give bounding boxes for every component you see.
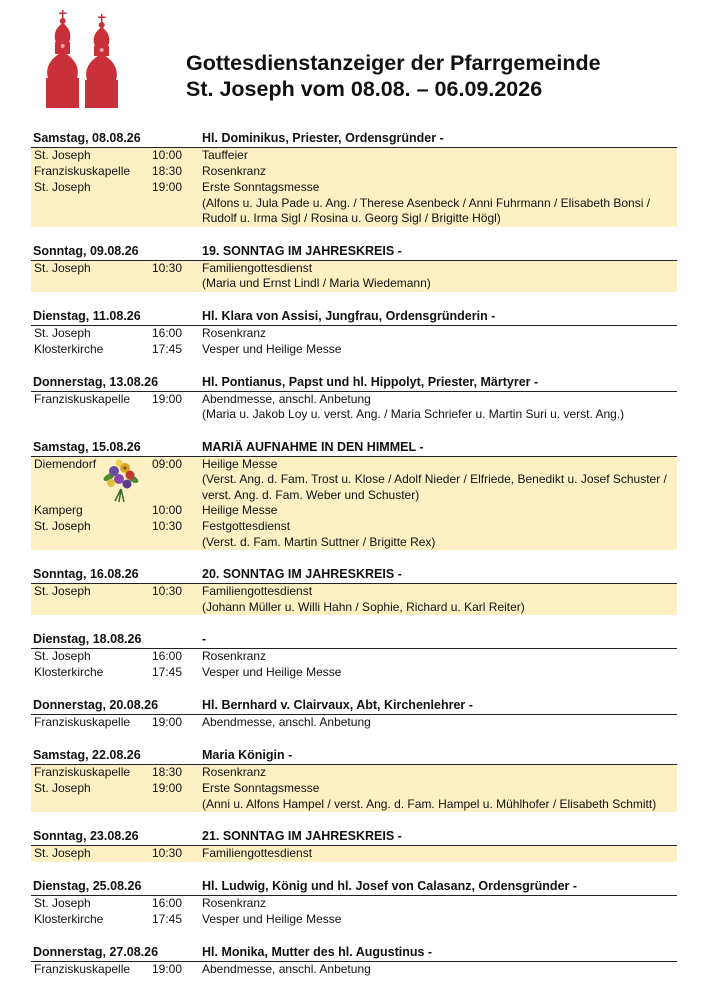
service-time: 10:00 — [152, 503, 183, 517]
day-feast: 20. SONNTAG IM JAHRESKREIS - — [202, 567, 402, 581]
service-time: 17:45 — [152, 665, 183, 679]
service-description — [202, 457, 677, 504]
day-block — [31, 944, 677, 978]
service-title: Rosenkranz — [202, 765, 267, 779]
day-header — [31, 439, 677, 457]
service-row — [31, 342, 677, 358]
service-time: 16:00 — [152, 325, 183, 340]
day-date: Samstag, 22.08.26 — [33, 748, 141, 762]
service-intentions: (Maria und Ernst Lindl / Maria Wiedemann) — [202, 276, 431, 290]
service-time: 19:00 — [152, 715, 183, 729]
day-block — [31, 243, 677, 292]
service-title: Vesper und Heilige Messe — [202, 341, 342, 356]
page-title — [186, 50, 601, 102]
service-intentions: (Maria u. Jakob Loy u. verst. Ang. / Maria Schriefer u. Martin Suri u. verst. Ang.) — [202, 407, 625, 421]
day-feast: 21. SONNTAG IM JAHRESKREIS - — [202, 829, 402, 843]
service-row — [31, 519, 677, 550]
service-time: 18:30 — [152, 765, 183, 779]
service-time: 16:00 — [152, 896, 183, 910]
service-time: 19:00 — [152, 391, 183, 406]
service-title: Vesper und Heilige Messe — [202, 665, 342, 679]
schedule-list — [31, 130, 677, 994]
service-title: Erste Sonntagsmesse — [202, 180, 320, 194]
service-intentions: (Johann Müller u. Willi Hahn / Sophie, Richard u. Karl Reiter) — [202, 599, 525, 614]
day-feast: - — [202, 632, 207, 646]
service-intentions: (Anni u. Alfons Hampel / verst. Ang. d. Fam. Hampel u. Mühlhofer / Elisabeth Schmitt) — [202, 796, 657, 811]
day-feast: 19. SONNTAG IM JAHRESKREIS - — [202, 243, 402, 258]
service-description — [202, 503, 677, 519]
service-row — [31, 148, 677, 164]
service-description — [202, 148, 677, 164]
service-description — [202, 180, 677, 227]
service-intentions: (Verst. Ang. d. Fam. Trost u. Klose / Adolf Nieder / Elfriede, Benedikt u. Josef Schuster / — [202, 472, 667, 486]
service-row — [31, 164, 677, 180]
day-block — [31, 631, 677, 681]
service-intentions: Rudolf u. Irma Sigl / Rosina u. Georg Sigl / Brigitte Högl) — [202, 211, 501, 225]
day-date: Samstag, 15.08.26 — [33, 439, 141, 454]
day-date: Sonntag, 16.08.26 — [33, 567, 139, 581]
service-row — [31, 503, 677, 519]
service-intentions: verst. Ang. d. Fam. Weber und Schuster) — [202, 487, 420, 502]
title-line-1: Gottesdienstanzeiger der Pfarrgemeinde — [186, 51, 601, 75]
day-date: Dienstag, 18.08.26 — [33, 632, 142, 646]
service-description — [202, 962, 677, 978]
day-header — [31, 697, 677, 715]
service-row — [31, 715, 677, 731]
day-header — [31, 747, 677, 765]
day-header — [31, 828, 677, 846]
service-description — [202, 261, 677, 292]
service-place: Klosterkirche — [34, 341, 104, 356]
service-place: Klosterkirche — [34, 665, 104, 679]
service-description — [202, 164, 677, 180]
service-time: 18:30 — [152, 164, 183, 178]
service-title: Erste Sonntagsmesse — [202, 781, 320, 795]
service-row — [31, 962, 677, 978]
day-date: Dienstag, 25.08.26 — [33, 879, 142, 893]
service-place: Franziskuskapelle — [34, 391, 131, 406]
service-place: St. Joseph — [34, 584, 91, 598]
day-date: Donnerstag, 27.08.26 — [33, 945, 159, 959]
service-intentions: (Verst. d. Fam. Martin Suttner / Brigitte Rex) — [202, 534, 436, 549]
day-date: Sonntag, 09.08.26 — [33, 243, 139, 258]
service-description — [202, 649, 677, 665]
service-description — [202, 392, 677, 423]
service-row — [31, 846, 677, 862]
service-title: Rosenkranz — [202, 896, 267, 910]
service-row — [31, 326, 677, 342]
service-description — [202, 912, 677, 928]
service-description — [202, 896, 677, 912]
service-title: Abendmesse, anschl. Anbetung — [202, 962, 371, 976]
title-line-2: St. Joseph vom 08.08. – 06.09.2026 — [186, 77, 543, 101]
service-place: Diemendorf — [34, 456, 97, 471]
service-row — [31, 896, 677, 912]
service-description — [202, 519, 677, 550]
church-towers-logo — [40, 8, 130, 112]
day-date: Samstag, 08.08.26 — [33, 131, 141, 145]
service-title: Rosenkranz — [202, 164, 267, 178]
service-row — [31, 392, 677, 423]
day-header — [31, 374, 677, 392]
service-time: 10:30 — [152, 584, 183, 598]
service-place: St. Joseph — [34, 519, 91, 533]
day-block — [31, 828, 677, 862]
service-place: St. Joseph — [34, 148, 91, 162]
service-place: St. Joseph — [34, 781, 91, 795]
service-title: Tauffeier — [202, 148, 248, 162]
day-block — [31, 439, 677, 551]
service-row — [31, 457, 677, 504]
service-title: Familiengottesdienst — [202, 584, 313, 598]
service-time: 17:45 — [152, 912, 183, 926]
day-block — [31, 374, 677, 423]
day-feast: Maria Königin - — [202, 748, 293, 762]
day-header — [31, 566, 677, 584]
day-header — [31, 878, 677, 896]
service-time: 17:45 — [152, 341, 183, 356]
day-date: Donnerstag, 13.08.26 — [33, 374, 159, 389]
service-intentions: (Alfons u. Jula Pade u. Ang. / Therese Asenbeck / Anni Fuhrmann / Elisabeth Bonsi / — [202, 195, 651, 210]
day-feast: Hl. Klara von Assisi, Jungfrau, Ordensgründerin - — [202, 308, 496, 323]
service-row — [31, 649, 677, 665]
service-title: Abendmesse, anschl. Anbetung — [202, 715, 371, 729]
day-block — [31, 747, 677, 812]
service-place: St. Joseph — [34, 896, 91, 910]
day-date: Donnerstag, 20.08.26 — [33, 698, 159, 712]
service-place: Franziskuskapelle — [34, 765, 131, 779]
service-place: St. Joseph — [34, 260, 91, 275]
service-description — [202, 846, 677, 862]
day-header — [31, 308, 677, 326]
service-description — [202, 765, 677, 781]
service-row — [31, 180, 677, 227]
day-block — [31, 130, 677, 227]
service-time: 10:30 — [152, 846, 183, 860]
service-description — [202, 781, 677, 812]
day-feast: Hl. Monika, Mutter des hl. Augustinus - — [202, 945, 433, 959]
service-title: Festgottesdienst — [202, 519, 291, 533]
flower-bouquet-icon — [101, 459, 141, 503]
service-description — [202, 326, 677, 342]
service-description — [202, 665, 677, 681]
day-feast: Hl. Pontianus, Papst und hl. Hippolyt, Priester, Märtyrer - — [202, 374, 539, 389]
day-feast: Hl. Ludwig, König und hl. Josef von Calasanz, Ordensgründer - — [202, 879, 578, 893]
service-time: 16:00 — [152, 649, 183, 663]
service-description — [202, 342, 677, 358]
service-title: Heilige Messe — [202, 503, 278, 517]
service-time: 10:00 — [152, 148, 183, 162]
day-block — [31, 697, 677, 731]
service-description — [202, 584, 677, 615]
service-time: 10:30 — [152, 260, 183, 275]
service-time: 19:00 — [152, 962, 183, 976]
service-place: Franziskuskapelle — [34, 962, 131, 976]
service-place: St. Joseph — [34, 846, 91, 860]
service-title: Rosenkranz — [202, 649, 267, 663]
service-title: Familiengottesdienst — [202, 846, 313, 860]
service-time: 10:30 — [152, 519, 183, 533]
service-place: St. Joseph — [34, 325, 91, 340]
service-place: Klosterkirche — [34, 912, 104, 926]
service-row — [31, 584, 677, 615]
service-description — [202, 715, 677, 731]
day-block — [31, 878, 677, 928]
day-date: Dienstag, 11.08.26 — [33, 308, 141, 323]
service-row — [31, 665, 677, 681]
service-place: Franziskuskapelle — [34, 715, 131, 729]
day-header — [31, 944, 677, 962]
day-block — [31, 566, 677, 615]
service-place: St. Joseph — [34, 180, 91, 194]
service-row — [31, 781, 677, 812]
day-block — [31, 308, 677, 358]
service-place: St. Joseph — [34, 649, 91, 663]
service-row — [31, 765, 677, 781]
day-header — [31, 130, 677, 148]
service-row — [31, 912, 677, 928]
service-time: 19:00 — [152, 180, 183, 194]
service-title: Heilige Messe — [202, 456, 278, 471]
day-date: Sonntag, 23.08.26 — [33, 829, 139, 843]
service-title: Rosenkranz — [202, 325, 267, 340]
service-time: 19:00 — [152, 781, 183, 795]
service-title: Abendmesse, anschl. Anbetung — [202, 391, 371, 406]
day-header — [31, 243, 677, 261]
day-header — [31, 631, 677, 649]
day-feast: MARIÄ AUFNAHME IN DEN HIMMEL - — [202, 439, 424, 454]
service-row — [31, 261, 677, 292]
day-feast: Hl. Bernhard v. Clairvaux, Abt, Kirchenlehrer - — [202, 698, 473, 712]
service-title: Familiengottesdienst — [202, 260, 313, 275]
service-place: Kamperg — [34, 503, 83, 517]
service-time: 09:00 — [152, 456, 183, 471]
day-feast: Hl. Dominikus, Priester, Ordensgründer - — [202, 131, 444, 145]
service-place: Franziskuskapelle — [34, 164, 131, 178]
service-title: Vesper und Heilige Messe — [202, 912, 342, 926]
